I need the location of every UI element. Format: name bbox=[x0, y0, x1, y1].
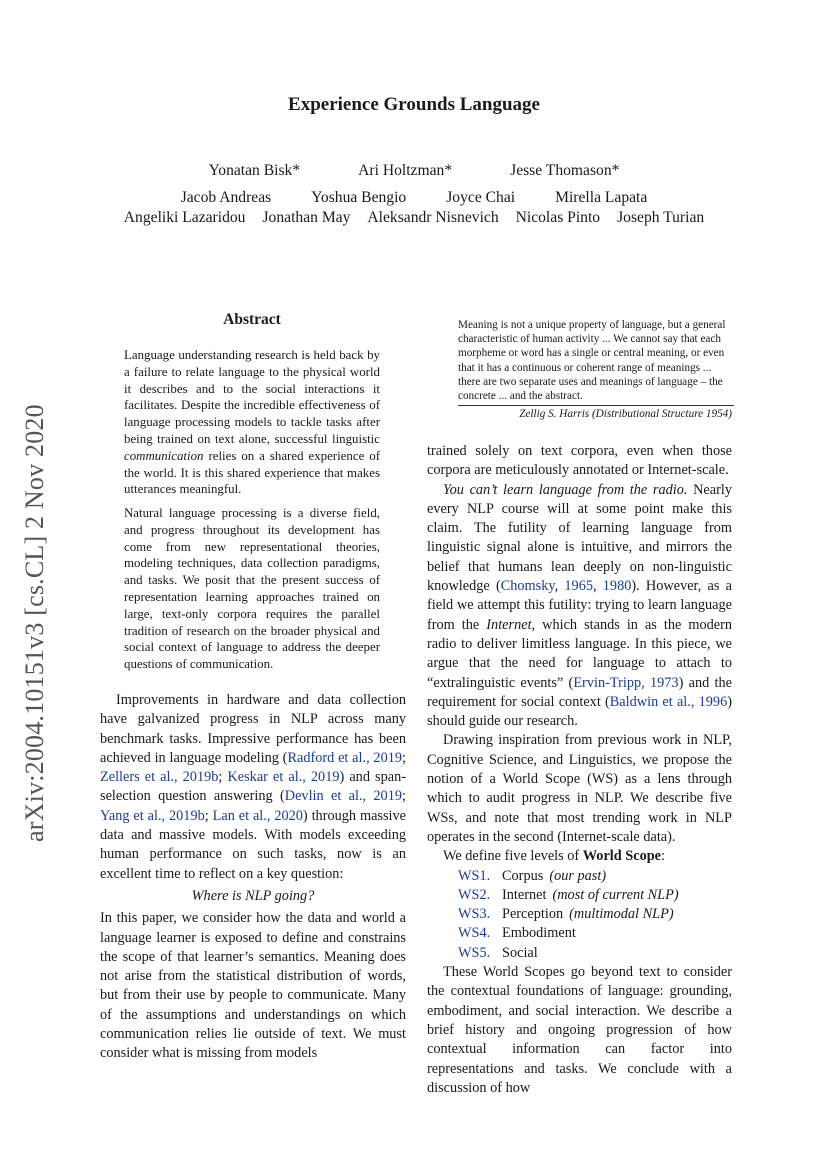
text-run: , bbox=[592, 578, 603, 595]
author: Mirella Lapata bbox=[555, 189, 648, 206]
text-run: ; bbox=[218, 769, 228, 786]
epigraph-attribution: Zellig S. Harris (Distributional Structure 1954) bbox=[519, 408, 732, 420]
text-run: ). However, as a field we attempt this futility: trying to learn language from the bbox=[427, 578, 732, 633]
world-scope-list bbox=[427, 867, 732, 963]
paper-title: Experience Grounds Language bbox=[288, 94, 540, 115]
body-paragraph: These World Scopes go beyond text to consider the contextual foundations of language: grounding, embodiment, and social interaction. We describe a brief history and ongoing progression of how contextual information can factor into representations and tasks. We conclude with a discussion of how bbox=[427, 964, 732, 1096]
author: Angeliki Lazaridou bbox=[123, 209, 246, 226]
text-run: ) and span-selection question answering ( bbox=[100, 769, 407, 805]
citation-link[interactable]: Devlin et al., 2019 bbox=[284, 788, 403, 805]
left-column bbox=[100, 691, 406, 1064]
ws-name: Internet bbox=[502, 886, 547, 903]
text-run: Language understanding research is held back by a failure to relate language to the physical world it describes and to the social interactions it facilitates. Despite the incredible effectiveness of language processing models to tackle tasks after being trained on text alone, successful linguistic bbox=[124, 348, 380, 446]
text-run: ) and the requirement for social context ( bbox=[427, 674, 732, 710]
text-run: ) through massive data and massive models. With models exceeding human performance on such tasks, now is an excellent time to reflect on a key question: bbox=[100, 807, 407, 882]
right-column bbox=[427, 442, 732, 1098]
citation-link[interactable]: Zellers et al., 2019b bbox=[100, 769, 219, 786]
abstract-paragraph-2: Natural language processing is a diverse field, and progress throughout its development has come from new representational theories, modeling techniques, data collection paradigms, and tasks. We posit that the present success of representation learning approaches trained on large, text-only corpora requires the parallel tradition of research on the broader physical and social context of language to address the deeper questions of communication. bbox=[124, 506, 380, 672]
author: Joyce Chai bbox=[446, 189, 516, 206]
list-item bbox=[458, 886, 732, 905]
ws-number-link[interactable]: WS2. bbox=[458, 886, 491, 903]
ws-note: (our past) bbox=[549, 867, 607, 884]
ws-name: Social bbox=[502, 944, 538, 961]
author: Jacob Andreas bbox=[180, 189, 272, 206]
epigraph-rule bbox=[458, 405, 734, 406]
author-row-1 bbox=[0, 162, 828, 180]
body-paragraph: trained solely on text corpora, even when those corpora are meticulously annotated or Internet-scale. bbox=[427, 443, 732, 479]
author-row-2 bbox=[0, 189, 828, 207]
body-paragraph bbox=[427, 847, 732, 866]
author: Jonathan May bbox=[262, 209, 351, 226]
author-row-3 bbox=[0, 209, 828, 227]
arxiv-stamp: arXiv:2004.10151v3 [cs.CL] 2 Nov 2020 bbox=[20, 404, 49, 842]
ws-name: Perception bbox=[502, 906, 564, 923]
text-run: ; bbox=[402, 788, 406, 805]
emphasis: Internet bbox=[486, 616, 532, 633]
ws-name: Embodiment bbox=[502, 925, 576, 942]
emphasis: communication bbox=[124, 448, 204, 463]
ws-name: Corpus bbox=[502, 867, 544, 884]
body-paragraph bbox=[100, 691, 406, 884]
text-run: , bbox=[554, 578, 565, 595]
list-item bbox=[458, 944, 732, 963]
abstract-heading: Abstract bbox=[223, 311, 281, 328]
text-run: We define five levels of bbox=[443, 848, 583, 865]
body-paragraph: Drawing inspiration from previous work in NLP, Cognitive Science, and Linguistics, we propose the notion of a World Scope (WS) as a lens through which to audit progress in NLP. We describe five WSs, and note that most trending work in NLP operates in the second (Internet-scale data). bbox=[427, 732, 732, 845]
author: Aleksandr Nisnevich bbox=[367, 209, 499, 226]
ws-note: (most of current NLP) bbox=[552, 886, 679, 903]
text-run: ) should guide our research. bbox=[427, 693, 732, 730]
body-paragraph bbox=[427, 481, 732, 732]
text-run: : bbox=[661, 848, 666, 865]
author: Jesse Thomason* bbox=[510, 162, 620, 179]
author: Joseph Turian bbox=[617, 209, 705, 226]
text-run: ; bbox=[204, 807, 213, 824]
body-paragraph: In this paper, we consider how the data and world a language learner is exposed to define and constrains the scope of that learner’s semantics. Meaning does not arise from the statistical distribution of words, but from their use by people to communicate. Many of the assumptions and understandings on which communication relies lie outside of text. We must consider what is missing from models bbox=[100, 910, 406, 1062]
ws-note: (multimodal NLP) bbox=[569, 906, 674, 923]
citation-link[interactable]: Ervin-Tripp, 1973 bbox=[573, 674, 679, 691]
text-run: , which stands in as the modern radio to deliver limitless language. In this piece, we argue that the need for language to attach to “extralinguistic events” ( bbox=[427, 616, 733, 691]
bold-term: World Scope bbox=[582, 848, 662, 865]
citation-link[interactable]: Yang et al., 2019b bbox=[100, 807, 205, 824]
list-item bbox=[458, 924, 732, 943]
author: Yoshua Bengio bbox=[311, 189, 407, 206]
ws-number-link[interactable]: WS5. bbox=[458, 944, 491, 961]
author: Nicolas Pinto bbox=[515, 209, 601, 226]
citation-link[interactable]: Radford et al., 2019 bbox=[287, 749, 403, 766]
text-run: ; bbox=[402, 749, 407, 766]
citation-link[interactable]: Keskar et al., 2019 bbox=[227, 769, 340, 786]
citation-link[interactable]: Chomsky bbox=[500, 578, 555, 595]
citation-link[interactable]: 1980 bbox=[602, 578, 632, 595]
list-item bbox=[458, 905, 732, 924]
ws-number-link[interactable]: WS4. bbox=[458, 925, 491, 942]
text-run: Improvements in hardware and data collection have galvanized progress in NLP across many benchmark tasks. Impressive performance has been achieved in language modeling ( bbox=[100, 692, 406, 766]
citation-link[interactable]: Lan et al., 2020 bbox=[212, 807, 303, 824]
citation-link[interactable]: 1965 bbox=[564, 578, 593, 595]
text-run: Nearly every NLP course will at some point make this claim. The futility of learning language from linguistic signal alone is intuitive, and mirrors the belief that humans lean deeply on non-linguistic knowledge ( bbox=[427, 481, 732, 595]
author: Yonatan Bisk* bbox=[208, 162, 301, 179]
emphasis: You can’t learn language from the radio. bbox=[443, 481, 688, 498]
author: Ari Holtzman* bbox=[358, 162, 453, 179]
list-item bbox=[458, 867, 732, 886]
key-question: Where is NLP going? bbox=[191, 887, 315, 904]
epigraph-quote: Meaning is not a unique property of language, but a general characteristic of human activity ... We cannot say that each morpheme or word has a single or central meaning, or even that it has a continuous or coherent range of meanings ... there are two separate uses and meanings of language – the concrete ... and the abstract. bbox=[458, 319, 726, 403]
text-run: relies on a shared experience of the world. It is this shared experience that makes utterances meaningful. bbox=[124, 448, 380, 497]
ws-number-link[interactable]: WS1. bbox=[458, 867, 491, 884]
ws-number-link[interactable]: WS3. bbox=[458, 906, 491, 923]
abstract-paragraph-1 bbox=[124, 347, 380, 498]
citation-link[interactable]: Baldwin et al., 1996 bbox=[609, 693, 728, 710]
